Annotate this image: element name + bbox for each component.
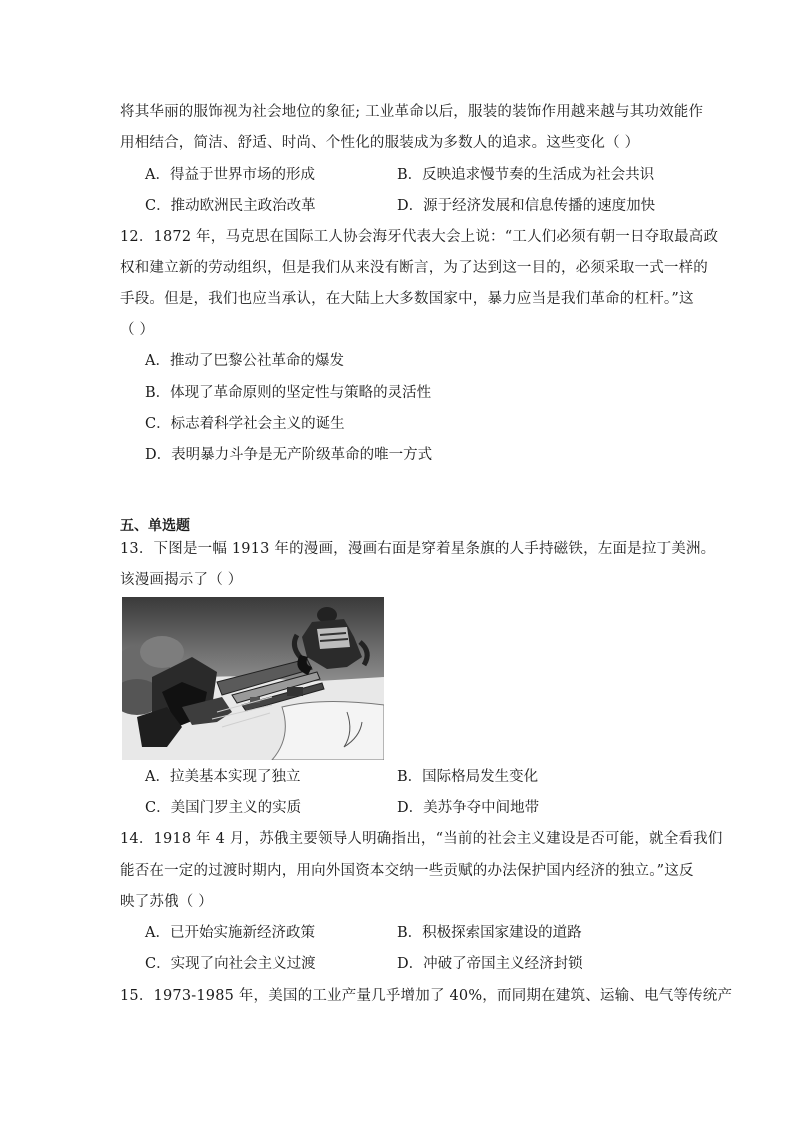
cartoon-illustration (122, 597, 384, 760)
section-title: 五、单选题 (120, 518, 190, 534)
q13-option-c: C．美国门罗主义的实质 (145, 800, 302, 816)
q14-option-d: D．冲破了帝国主义经济封锁 (397, 956, 583, 972)
cartoon-image (122, 597, 384, 760)
q14-option-b: B．积极探索国家建设的道路 (397, 925, 582, 941)
q12-text-line3: 手段。但是，我们也应当承认，在大陆上大多数国家中，暴力应当是我们革命的杠杆。”这 (120, 291, 694, 307)
q13-option-d: D．美苏争夺中间地带 (397, 800, 540, 816)
q14-text-line1: 14．1918 年 4 月，苏俄主要领导人明确指出，“当前的社会主义建设是否可能，就全看我们 (120, 831, 723, 847)
q12-option-d: D．表明暴力斗争是无产阶级革命的唯一方式 (145, 447, 433, 463)
q11-option-d: D．源于经济发展和信息传播的速度加快 (397, 198, 656, 214)
q12-text-line2: 权和建立新的劳动组织，但是我们从来没有断言，为了达到这一目的，必须采取一式一样的 (120, 260, 708, 276)
q11-text-line1: 将其华丽的服饰视为社会地位的象征; 工业革命以后，服装的装饰作用越来越与其功效能作 (120, 104, 704, 120)
q14-text-line3: 映了苏俄（ ） (120, 894, 214, 910)
q11-option-b: B．反映追求慢节奏的生活成为社会共识 (397, 167, 655, 183)
q13-text-line2: 该漫画揭示了（ ） (120, 572, 243, 588)
q14-text-line2: 能否在一定的过渡时期内，用向外国资本交纳一些贡赋的办法保护国内经济的独立。”这反 (120, 863, 694, 879)
q12-option-c: C．标志着科学社会主义的诞生 (145, 416, 345, 432)
q12-option-b: B．体现了革命原则的坚定性与策略的灵活性 (145, 385, 432, 401)
q13-option-b: B．国际格局发生变化 (397, 769, 539, 785)
q15-text-line1: 15．1973-1985 年，美国的工业产量几乎增加了 40%，而同期在建筑、运输、电气等传统产 (120, 988, 733, 1004)
q13-text-line1: 13．下图是一幅 1913 年的漫画，漫画右面是穿着星条旗的人手持磁铁，左面是拉丁美洲。 (120, 541, 716, 557)
q11-text-line2: 用相结合，简洁、舒适、时尚、个性化的服装成为多数人的追求。这些变化（ ） (120, 135, 640, 151)
q12-option-a: A．推动了巴黎公社革命的爆发 (145, 353, 344, 369)
q14-option-a: A．已开始实施新经济政策 (145, 925, 315, 941)
q14-option-c: C．实现了向社会主义过渡 (145, 956, 316, 972)
q13-option-a: A．拉美基本实现了独立 (145, 769, 301, 785)
q11-option-c: C．推动欧洲民主政治改革 (145, 198, 316, 214)
q12-text-line1: 12．1872 年，马克思在国际工人协会海牙代表大会上说：“工人们必须有朝一日夺取最高政 (120, 229, 719, 245)
q11-option-a: A．得益于世界市场的形成 (145, 167, 315, 183)
q12-text-line4: （ ） (120, 322, 155, 338)
